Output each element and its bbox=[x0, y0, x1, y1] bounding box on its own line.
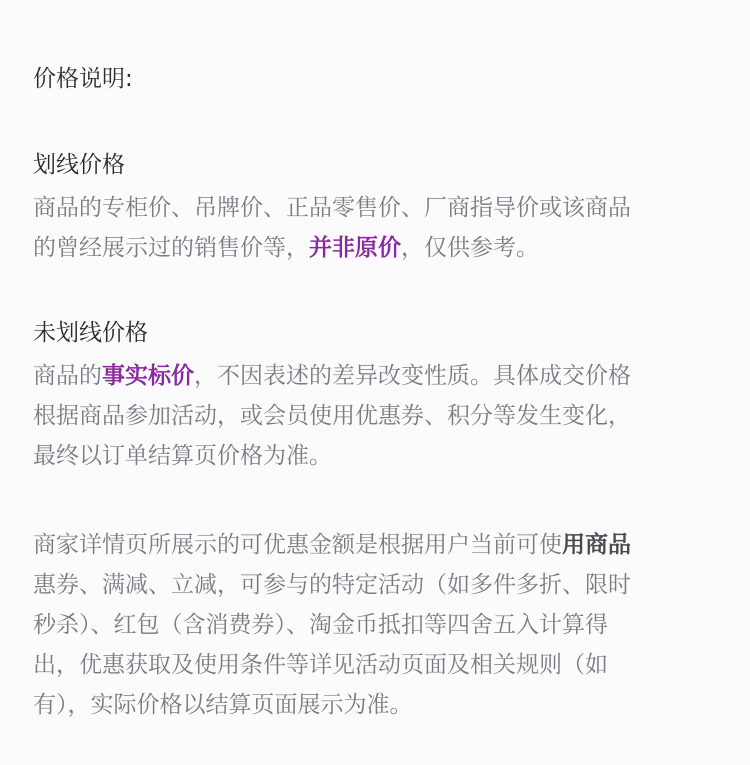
body-text: ，仅供参考。 bbox=[401, 235, 539, 261]
body-line: 根据商品参加活动，或会员使用优惠券、积分等发生变化， bbox=[33, 403, 631, 429]
body-line: 有），实际价格以结算页面展示为准。 bbox=[33, 692, 413, 718]
body-text: ，不因表述的差异改变性质。具体成交价格 bbox=[194, 363, 631, 389]
section-heading-non-strikethrough-price: 未划线价格 bbox=[33, 320, 148, 346]
discount-notice bbox=[33, 525, 723, 725]
section-heading-strikethrough-price: 划线价格 bbox=[33, 152, 125, 178]
body-line: 秒杀）、红包（含消费券）、淘金币抵扣等四舍五入计算得 bbox=[33, 612, 608, 638]
page-title: 价格说明: bbox=[33, 66, 133, 92]
body-line bbox=[33, 525, 723, 565]
body-line: 惠券、满减、立减，可参与的特定活动（如多件多折、限时 bbox=[33, 572, 631, 598]
section-body-non-strikethrough-price bbox=[33, 356, 723, 476]
body-line: 最终以订单结算页价格为准。 bbox=[33, 443, 332, 469]
emphasis-not-original-price: 并非原价 bbox=[309, 235, 401, 261]
body-line bbox=[33, 228, 723, 268]
body-text: 的曾经展示过的销售价等， bbox=[33, 235, 309, 261]
section-body-strikethrough-price bbox=[33, 188, 723, 268]
body-line: 商品的专柜价、吊牌价、正品零售价、厂商指导价或该商品 bbox=[33, 195, 631, 221]
body-line bbox=[33, 356, 723, 396]
emphasis-actual-price: 事实标价 bbox=[102, 363, 194, 389]
body-line: 出，优惠获取及使用条件等详见活动页面及相关规则（如 bbox=[33, 652, 608, 678]
emphasis-product: 用商品 bbox=[562, 532, 631, 558]
body-text: 商家详情页所展示的可优惠金额是根据用户当前可使 bbox=[33, 532, 562, 558]
body-text: 商品的 bbox=[33, 363, 102, 389]
